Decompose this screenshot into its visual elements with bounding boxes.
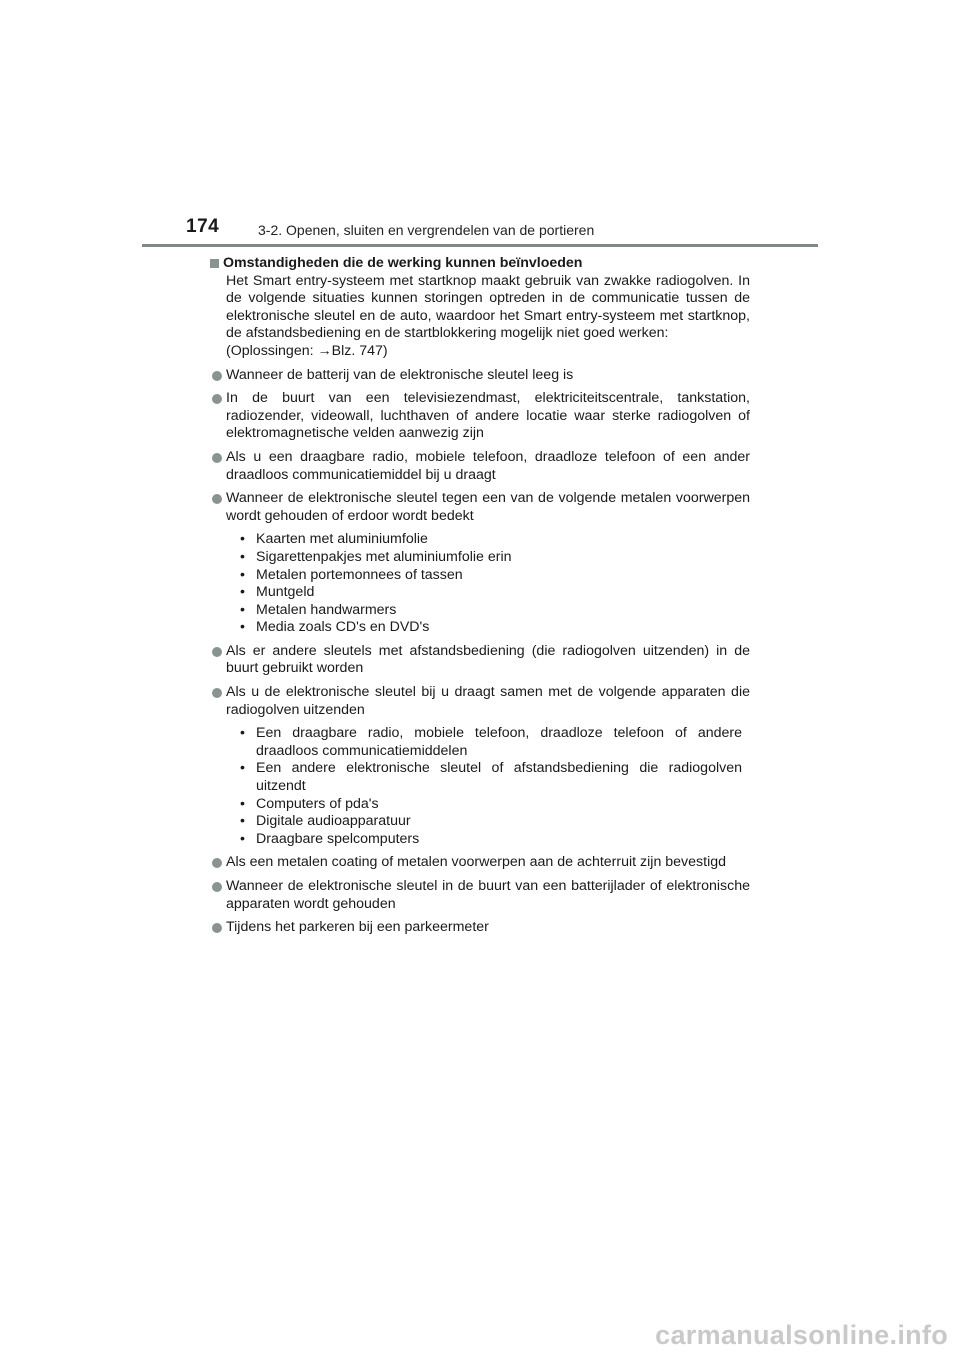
sub-list-item-text: Muntgeld <box>256 584 315 601</box>
header-rule <box>142 244 818 247</box>
sub-bullet: • <box>240 813 245 830</box>
list-item <box>210 390 750 443</box>
sub-list-item-text: Kaarten met aluminiumfolie <box>256 531 428 548</box>
circle-bullet-icon <box>212 394 222 404</box>
circle-bullet-icon <box>212 688 222 698</box>
sub-list-item <box>236 813 750 831</box>
circle-bullet-icon <box>212 882 222 892</box>
sub-bullet: • <box>240 601 245 618</box>
sub-list-item <box>236 602 750 620</box>
circle-bullet-icon <box>212 647 222 657</box>
square-bullet-icon <box>210 259 219 268</box>
site-watermark: carmanualsonline.info <box>655 1320 948 1350</box>
sub-bullet: • <box>240 584 245 601</box>
section-heading-text: Omstandigheden die de werking kunnen beïnvloeden <box>223 255 583 271</box>
list-item-text: Als u de elektronische sleutel bij u draagt samen met de volgende apparaten die radiogolven uitzenden <box>226 684 750 718</box>
sub-list-item-text: Draagbare spelcomputers <box>256 830 420 847</box>
list-item-text: Als u een draagbare radio, mobiele telefoon, draadloze telefoon of een ander draadloos communicatiemiddel bij u draagt <box>226 448 750 483</box>
sub-list-item-text: Digitale audioapparatuur <box>256 813 411 830</box>
sub-list-item-text: Een andere elektronische sleutel of afstandsbediening die radiogolven uitzendt <box>256 760 742 795</box>
sub-list-item <box>236 584 750 602</box>
page-number: 174 <box>186 216 220 237</box>
sub-list-item-text: Media zoals CD's en DVD's <box>256 619 430 636</box>
list-item <box>210 854 750 872</box>
list-item <box>210 449 750 484</box>
sub-list-item <box>236 796 750 814</box>
sub-list-item-text: Sigarettenpakjes met aluminiumfolie erin <box>256 548 512 565</box>
radio-devices-list <box>236 725 750 848</box>
list-item <box>210 878 750 913</box>
list-item <box>210 684 750 719</box>
sub-list-item <box>236 567 750 585</box>
page-content <box>210 255 750 937</box>
sub-bullet: • <box>240 566 245 583</box>
list-item <box>210 643 750 678</box>
list-item-text: Als een metalen coating of metalen voorwerpen aan de achterruit zijn bevestigd <box>226 854 727 871</box>
sub-list-item-text: Metalen portemonnees of tassen <box>256 566 463 583</box>
list-item-text: Wanneer de elektronische sleutel in de buurt van een batterijlader of elektronische apparaten wordt gehouden <box>226 878 750 912</box>
list-item-text: Wanneer de elektronische sleutel tegen een van de volgende metalen voorwerpen wordt gehouden of erdoor wordt bedekt <box>226 490 750 524</box>
list-item <box>210 919 750 937</box>
sub-list-item <box>236 619 750 637</box>
section-heading <box>210 255 750 273</box>
sub-list-item <box>236 549 750 567</box>
solutions-reference: (Oplossingen: →Blz. 747) <box>226 342 388 359</box>
sub-bullet: • <box>240 760 245 777</box>
circle-bullet-icon <box>212 923 222 933</box>
list-item <box>210 490 750 525</box>
list-item-text: Tijdens het parkeren bij een parkeermeter <box>226 919 489 936</box>
sub-list-item <box>236 831 750 849</box>
sub-bullet: • <box>240 548 245 565</box>
sub-bullet: • <box>240 795 245 812</box>
sub-bullet: • <box>240 531 245 548</box>
sub-bullet: • <box>240 725 245 742</box>
circle-bullet-icon <box>212 371 222 381</box>
sub-list-item-text: Computers of pda's <box>256 795 379 812</box>
intro-paragraph <box>226 273 750 361</box>
sub-bullet: • <box>240 830 245 847</box>
list-item-text: Als er andere sleutels met afstandsbediening (die radiogolven uitzenden) in de buurt gebruikt worden <box>226 642 750 677</box>
sub-list-item <box>236 725 750 760</box>
sub-list-item <box>236 760 750 795</box>
circle-bullet-icon <box>212 858 222 868</box>
intro-text: Het Smart entry-systeem met startknop maakt gebruik van zwakke radiogolven. In de volgende situaties kunnen storingen optreden in de communicatie tussen de elektronische sleutel en de auto, waardoor het Smart entry-systeem met startknop, de afstandsbediening en de startblokkering mogelijk niet goed werken: <box>226 272 750 342</box>
sub-bullet: • <box>240 619 245 636</box>
sub-list-item-text: Metalen handwarmers <box>256 601 397 618</box>
running-head: 3-2. Openen, sluiten en vergrendelen van de portieren <box>258 222 595 238</box>
list-item-text: In de buurt van een televisiezendmast, elektriciteitscentrale, tankstation, radiozender, videowall, luchthaven of andere locatie waar sterke radiogolven of elektromagnetische velden aanwezig zijn <box>226 390 750 442</box>
sub-list-item <box>236 531 750 549</box>
circle-bullet-icon <box>212 494 222 504</box>
list-item-text: Wanneer de batterij van de elektronische sleutel leeg is <box>226 366 574 383</box>
metal-objects-list <box>236 531 750 637</box>
list-item <box>210 367 750 385</box>
circle-bullet-icon <box>212 453 222 463</box>
sub-list-item-text: Een draagbare radio, mobiele telefoon, draadloze telefoon of andere draadloos communicatiemiddelen <box>256 725 742 759</box>
